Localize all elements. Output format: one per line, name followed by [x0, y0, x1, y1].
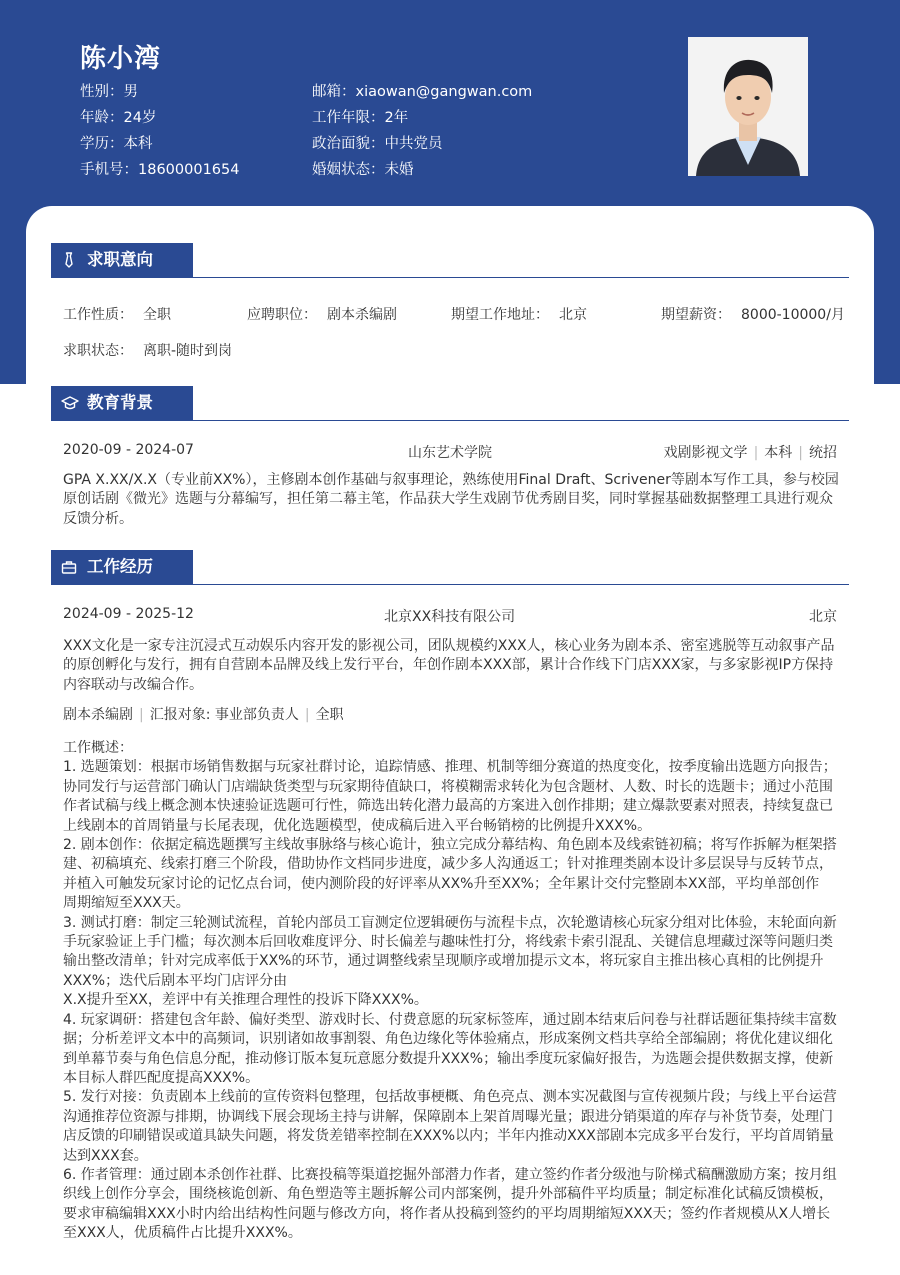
section-header-work — [51, 550, 849, 585]
info-marital: 婚姻状态：未婚 — [312, 162, 414, 178]
education-meta: 戏剧影视文学 | 本科 | 统招 — [663, 445, 837, 461]
info-age: 年龄：24岁 — [80, 110, 157, 126]
intent-position: 应聘职位： 剧本杀编剧 — [247, 307, 397, 323]
candidate-name: 陈小湾 — [80, 44, 162, 74]
company-description: XXX文化是一家专注沉浸式互动娱乐内容开发的影视公司，团队规模约XXX人，核心业务为剧本杀、密室逃脱等互动叙事产品 的原创孵化与发行，拥有自营剧本品牌及线上发行平台，年创作剧本XXX部，累计合作线下门店XXX家，与多家影视IP方保持 内容联动与改编合作。 — [63, 638, 835, 693]
education-period: 2020-09 - 2024-07 — [63, 442, 194, 458]
briefcase-icon — [61, 559, 77, 575]
person-portrait-icon — [688, 37, 808, 176]
info-political: 政治面貌：中共党员 — [312, 136, 443, 152]
education-school: 山东艺术学院 — [408, 445, 492, 461]
section-header-education — [51, 386, 849, 421]
work-overview: 工作概述： 1. 选题策划：根据市场销售数据与玩家社群讨论，追踪情感、推理、机制等细分赛道的热度变化，按季度输出选题方向报告； 协同发行与运营部门确认门店端缺货类型与玩家期待值缺口，将模糊需求转化为包含题材、人数、时长的选题卡；通过小范围 作者试稿与线上概念测本快速验证选题可行性，筛选出转化潜力最高的方案进入创作排期；建立爆款要素对照表，持续复盘已 上线剧本的首周销量与长尾表现，优化选题模型，使成稿后进入平台畅销榜的比例提升XXX%。 2. 剧本创作：依据定稿选题撰写主线故事脉络与核心诡计，独立完成分幕结构、角色剧本及线索链初稿；将写作拆解为框架搭 建、初稿填充、线索打磨三个阶段，借助协作文档同步进度，减少多人沟通返工；针对推理类剧本设计多层误导与反转节点， 并植入可触发玩家讨论的记忆点台词，使内测阶段的好评率从XX%升至XX%；全年累计交付完整剧本XX部，平均单部创作 周期缩短至XXX天。 3. 测试打磨：制定三轮测试流程，首轮内部员工盲测定位逻辑硬伤与流程卡点，次轮邀请核心玩家分组对比体验，末轮面向新 手玩家验证上手门槛；每次测本后回收难度评分、时长偏差与趣味性打分，将线索卡索引混乱、关键信息埋藏过深等问题归类 输出整改清单；针对完成率低于XX%的环节，通过调整线索呈现顺序或增加提示文本，将玩家自主推出核心真相的比例提升 XXX%；迭代后剧本平均门店评分由 X.X提升至XX，差评中有关推理合理性的投诉下降XXX%。 4. 玩家调研：搭建包含年龄、偏好类型、游戏时长、付费意愿的玩家标签库，通过剧本结束后问卷与社群话题征集持续丰富数 据；分析差评文本中的高频词，识别诸如故事割裂、角色边缘化等体验痛点，形成案例文档共享给全部编剧；将优化建议细化 到单幕节奏与角色信息分配，推动修订版本复玩意愿分数提升XXX%；输出季度玩家偏好报告，为选题会提供数据支撑，使新 本目标人群匹配度提高XXX%。 5. 发行对接：负责剧本上线前的宣传资料包整理，包括故事梗概、角色亮点、测本实况截图与宣传视频片段；与线上平台运营 沟通推荐位资源与排期，协调线下展会现场主持与讲解，保障剧本上架首周曝光量；跟进分销渠道的库存与补货节奏，处理门 店反馈的印刷错误或道具缺失问题，将发货差错率控制在XXX%以内；半年内推动XXX部剧本完成多平台发行，平均首周销量 达到XXX套。 6. 作者管理：通过剧本杀创作社群、比赛投稿等渠道挖掘外部潜力作者，建立签约作者分级池与阶梯式稿酬激励方案；按月组 织线上创作分享会，围绕核诡创新、角色塑造等主题拆解公司内部案例，提升外部稿件平均质量；制定标准化试稿反馈模板， 要求审稿编辑XXX小时内给出结构性问题与修改方向，将作者从投稿到签约的平均周期缩短XXX天；签约作者规模从X人增长 至XXX人，优质稿件占比提升XXX%。 — [63, 740, 837, 1242]
section-title: 工作经历 — [87, 557, 153, 576]
intent-location: 期望工作地址： 北京 — [451, 307, 587, 323]
section-header-intent — [51, 243, 849, 278]
basic-info-right — [312, 79, 532, 183]
work-period: 2024-09 - 2025-12 — [63, 606, 194, 622]
work-role-meta: 剧本杀编剧 | 汇报对象: 事业部负责人 | 全职 — [63, 707, 344, 723]
intent-salary: 期望薪资： 8000-10000/月 — [661, 307, 845, 323]
work-company: 北京XX科技有限公司 — [384, 609, 516, 625]
tie-icon — [61, 252, 77, 268]
info-years: 工作年限：2年 — [312, 110, 409, 126]
intent-status: 求职状态： 离职-随时到岗 — [63, 343, 233, 359]
info-gender: 性别：男 — [80, 84, 138, 100]
graduation-cap-icon — [61, 395, 79, 411]
intent-nature: 工作性质： 全职 — [63, 307, 171, 323]
profile-photo — [688, 37, 808, 176]
info-email: 邮箱：xiaowan@gangwan.com — [312, 84, 533, 100]
info-phone: 手机号：18600001654 — [80, 162, 240, 178]
basic-info-left — [80, 79, 239, 183]
education-description: GPA X.XX/X.X（专业前XX%），主修剧本创作基础与叙事理论，熟练使用Final Draft、Scrivener等剧本写作工具，参与校园 原创话剧《微光》选题与分幕编写，担任第二幕主笔，作品获大学生戏剧节优秀剧目奖，同时掌握基础数据整理工具进行观众 反馈分析。 — [63, 472, 839, 527]
section-title: 求职意向 — [87, 250, 153, 269]
info-education: 学历：本科 — [80, 136, 153, 152]
work-city: 北京 — [809, 609, 837, 625]
section-title: 教育背景 — [87, 393, 153, 412]
